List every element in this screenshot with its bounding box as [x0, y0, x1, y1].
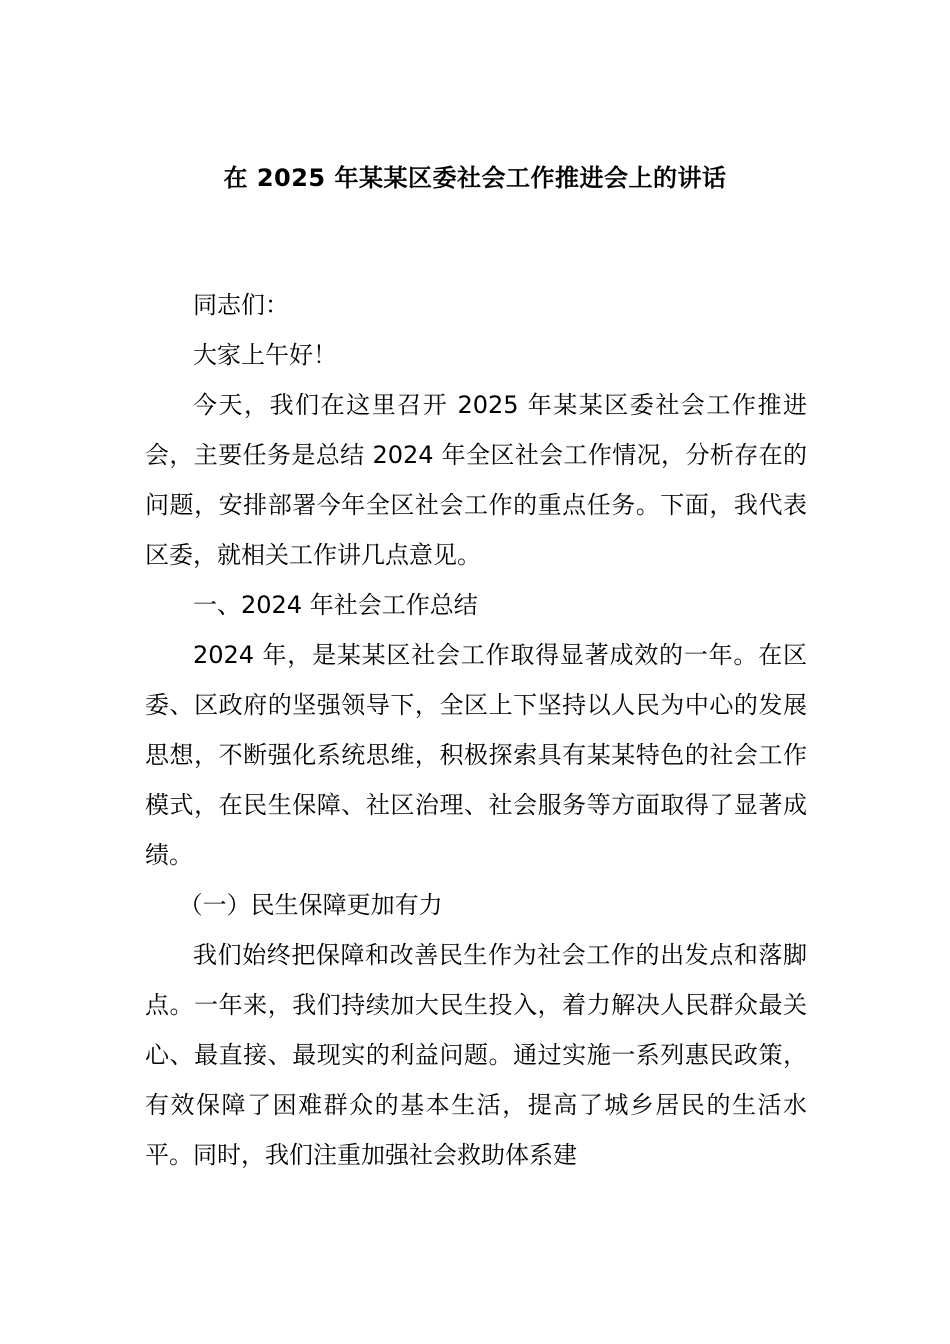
subsection-heading-1: （一）民生保障更加有力 — [178, 891, 443, 919]
document-body — [145, 280, 807, 1180]
intro-paragraph: 今天，我们在这里召开 2025 年某某区委社会工作推进会，主要任务是总结 2024 年全区社会工作情况，分析存在的问题，安排部署今年全区社会工作的重点任务。下面，我代表区委，就相关工作讲几点意见。 — [145, 391, 807, 569]
livelihood-paragraph: 我们始终把保障和改善民生作为社会工作的出发点和落脚点。一年来，我们持续加大民生投入，着力解决人民群众最关心、最直接、最现实的利益问题。通过实施一系列惠民政策，有效保障了困难群众的基本生活，提高了城乡居民的生活水平。同时，我们注重加强社会救助体系建 — [145, 941, 807, 1169]
salutation: 同志们： — [193, 291, 289, 319]
section-heading-1: 一、2024 年社会工作总结 — [193, 591, 478, 619]
summary-paragraph: 2024 年，是某某区社会工作取得显著成效的一年。在区委、区政府的坚强领导下，全区上下坚持以人民为中心的发展思想，不断强化系统思维，积极探索具有某某特色的社会工作模式，在民生保障、社区治理、社会服务等方面取得了显著成绩。 — [145, 641, 807, 869]
greeting: 大家上午好！ — [193, 341, 337, 369]
document-title: 在 2025 年某某区委社会工作推进会上的讲话 — [223, 164, 727, 192]
